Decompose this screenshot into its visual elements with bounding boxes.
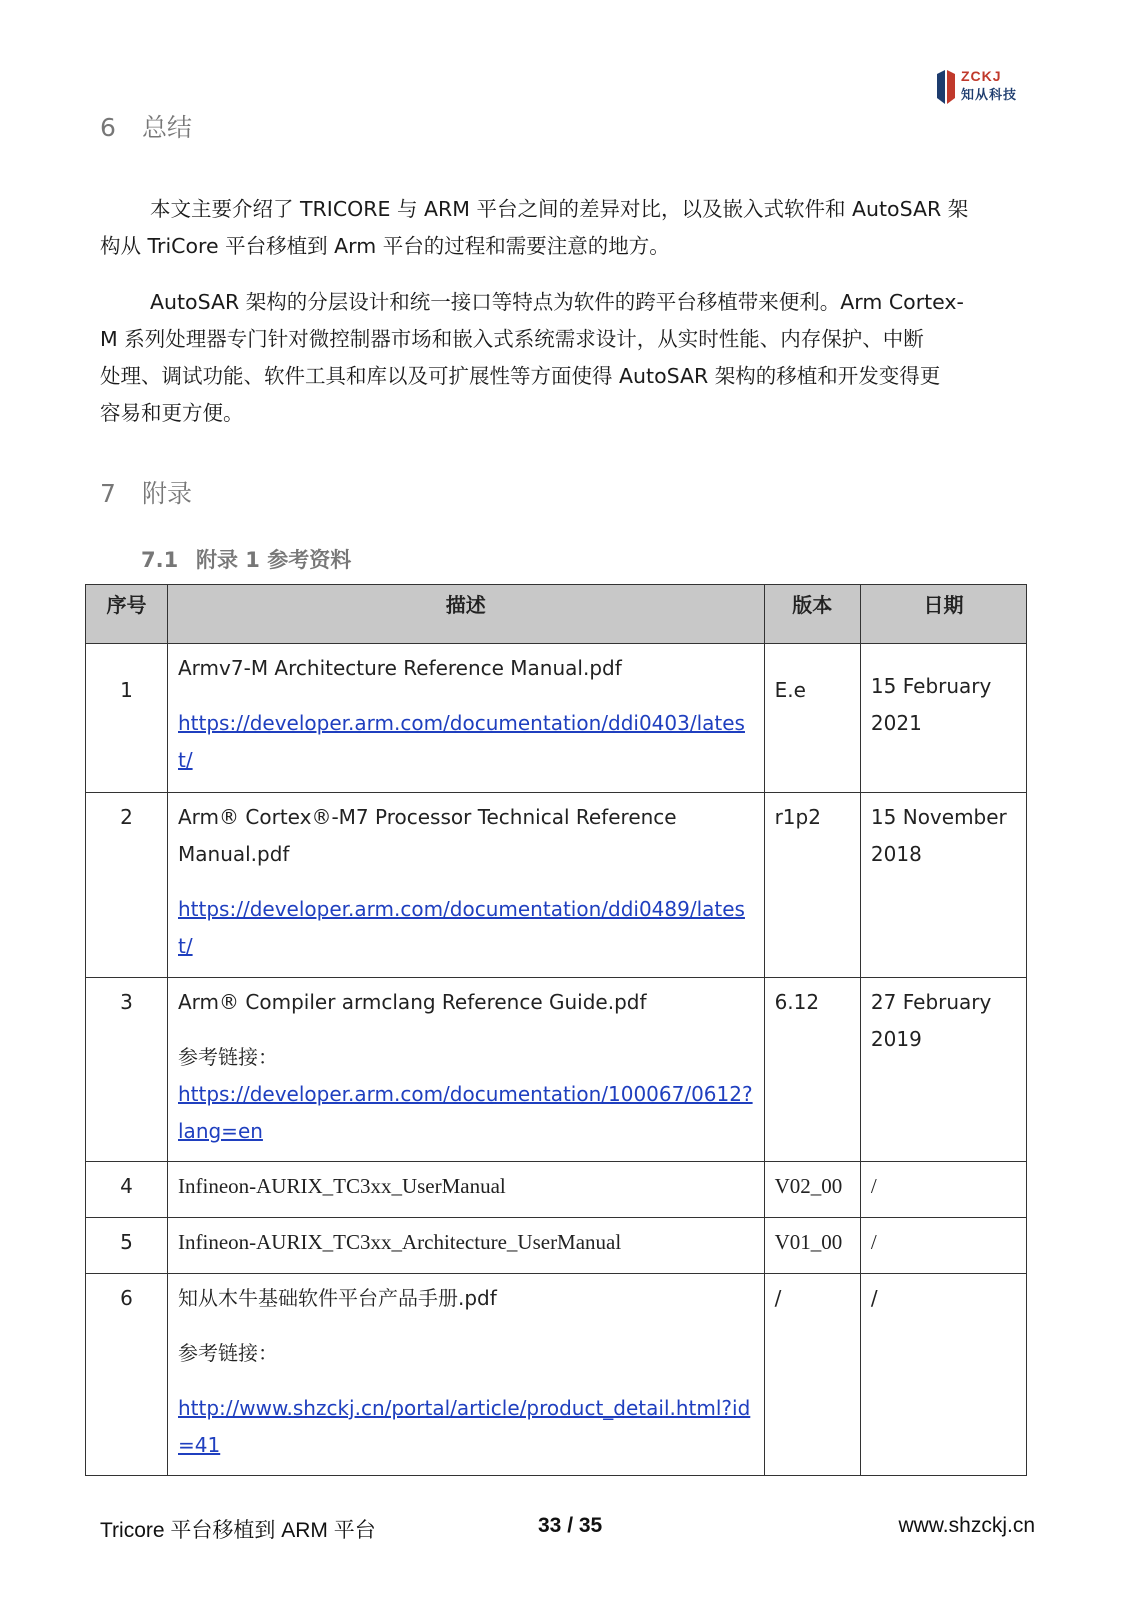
row-version-cell bbox=[764, 1274, 860, 1476]
row-date: / bbox=[870, 1286, 878, 1310]
section-7-title: 附录 bbox=[142, 479, 193, 508]
para1-line-1: 本文主要介绍了 TRICORE 与 ARM 平台之间的差异对比，以及嵌入式软件和 AutoSAR 架 bbox=[150, 197, 969, 221]
reference-link[interactable]: https://developer.arm.com/documentation/ddi0489/latest/ bbox=[178, 897, 745, 958]
summary-paragraph-1 bbox=[100, 191, 1030, 265]
row-index-cell bbox=[86, 1162, 168, 1218]
table-row bbox=[86, 793, 1027, 978]
row-date: 15 November 2018 bbox=[870, 805, 1007, 866]
row-index: 6 bbox=[120, 1286, 133, 1310]
footer-website: www.shzckj.cn bbox=[898, 1514, 1035, 1537]
row-version-cell bbox=[764, 644, 860, 793]
reference-link[interactable]: https://developer.arm.com/documentation/ddi0403/latest/ bbox=[178, 711, 745, 772]
row-version-cell bbox=[764, 978, 860, 1162]
row-date: 27 February 2019 bbox=[870, 990, 992, 1051]
reference-table bbox=[85, 584, 1027, 1476]
row-date-cell bbox=[860, 1274, 1026, 1476]
row-description-cell bbox=[168, 978, 765, 1162]
row-index: 3 bbox=[120, 990, 133, 1014]
row-index-cell bbox=[86, 644, 168, 793]
section-7-1-title: 附录 1 参考资料 bbox=[196, 548, 352, 572]
company-logo bbox=[935, 66, 1035, 106]
row-title: Armv7-M Architecture Reference Manual.pdf bbox=[178, 656, 622, 680]
row-index-cell bbox=[86, 1218, 168, 1274]
table-row bbox=[86, 644, 1027, 793]
row-date-cell bbox=[860, 1218, 1026, 1274]
header-description: 描述 bbox=[168, 585, 765, 644]
para2-line-2: M 系列处理器专门针对微控制器市场和嵌入式系统需求设计，从实时性能、内存保护、中断 bbox=[100, 327, 924, 351]
row-date-cell bbox=[860, 644, 1026, 793]
row-version-cell bbox=[764, 1218, 860, 1274]
footer-doc-title: Tricore 平台移植到 ARM 平台 bbox=[100, 1519, 376, 1542]
row-description-cell bbox=[168, 644, 765, 793]
header-version: 版本 bbox=[764, 585, 860, 644]
row-index-cell bbox=[86, 978, 168, 1162]
header-index: 序号 bbox=[86, 585, 168, 644]
row-description-cell bbox=[168, 1162, 765, 1218]
row-index-cell bbox=[86, 793, 168, 978]
para2-line-4: 容易和更方便。 bbox=[100, 401, 244, 425]
section-7-1-heading bbox=[141, 544, 351, 574]
row-version-cell bbox=[764, 1162, 860, 1218]
table-row bbox=[86, 1162, 1027, 1218]
para2-line-3: 处理、调试功能、软件工具和库以及可扩展性等方面使得 AutoSAR 架构的移植和开发变得更 bbox=[100, 364, 941, 388]
row-version: E.e bbox=[774, 678, 806, 702]
row-link-label: 参考链接： bbox=[178, 1341, 278, 1365]
row-description-cell bbox=[168, 793, 765, 978]
reference-link[interactable]: http://www.shzckj.cn/portal/article/product_detail.html?id=41 bbox=[178, 1396, 751, 1457]
para1-line-2: 构从 TriCore 平台移植到 Arm 平台的过程和需要注意的地方。 bbox=[100, 234, 670, 258]
section-7-number: 7 bbox=[100, 479, 116, 508]
table-row bbox=[86, 978, 1027, 1162]
row-version-cell bbox=[764, 793, 860, 978]
row-date-cell bbox=[860, 793, 1026, 978]
reference-link[interactable]: https://developer.arm.com/documentation/100067/0612?lang=en bbox=[178, 1082, 753, 1143]
row-date: 15 February 2021 bbox=[870, 674, 992, 735]
table-row bbox=[86, 1218, 1027, 1274]
row-date: / bbox=[870, 1230, 877, 1254]
row-version: r1p2 bbox=[774, 805, 821, 829]
row-index: 1 bbox=[120, 678, 133, 702]
table-row bbox=[86, 1274, 1027, 1476]
logo-text-top: ZCKJ bbox=[961, 68, 1002, 84]
row-version: 6.12 bbox=[774, 990, 820, 1014]
logo-text-bottom: 知从科技 bbox=[961, 88, 1018, 103]
section-6-number: 6 bbox=[100, 113, 116, 142]
row-version: / bbox=[774, 1286, 782, 1310]
row-date-cell bbox=[860, 1162, 1026, 1218]
row-version: V01_00 bbox=[774, 1230, 843, 1254]
section-6-title: 总结 bbox=[142, 113, 193, 142]
row-title: Arm® Cortex®-M7 Processor Technical Reference Manual.pdf bbox=[178, 805, 677, 866]
header-date: 日期 bbox=[860, 585, 1026, 644]
section-7-1-number: 7.1 bbox=[141, 548, 179, 572]
row-description-cell bbox=[168, 1274, 765, 1476]
row-date: / bbox=[870, 1174, 877, 1198]
row-version: V02_00 bbox=[774, 1174, 843, 1198]
footer-page-number: 33 / 35 bbox=[538, 1514, 603, 1537]
row-index: 2 bbox=[120, 805, 133, 829]
row-link-label: 参考链接： bbox=[178, 1045, 278, 1069]
section-6-heading bbox=[100, 108, 192, 144]
table-header-row bbox=[86, 585, 1027, 644]
section-7-heading bbox=[100, 474, 192, 510]
row-date-cell bbox=[860, 978, 1026, 1162]
row-index: 5 bbox=[120, 1230, 133, 1254]
row-title: 知从木牛基础软件平台产品手册.pdf bbox=[178, 1286, 497, 1310]
para2-line-1: AutoSAR 架构的分层设计和统一接口等特点为软件的跨平台移植带来便利。Arm Cortex- bbox=[150, 290, 964, 314]
row-index-cell bbox=[86, 1274, 168, 1476]
row-title: Arm® Compiler armclang Reference Guide.pdf bbox=[178, 990, 647, 1014]
row-description-cell bbox=[168, 1218, 765, 1274]
logo-emblem-icon bbox=[935, 70, 957, 104]
row-index: 4 bbox=[120, 1174, 133, 1198]
summary-paragraph-2 bbox=[100, 284, 1030, 432]
row-title: Infineon-AURIX_TC3xx_UserManual bbox=[178, 1174, 506, 1198]
row-title: Infineon-AURIX_TC3xx_Architecture_UserManual bbox=[178, 1230, 622, 1254]
